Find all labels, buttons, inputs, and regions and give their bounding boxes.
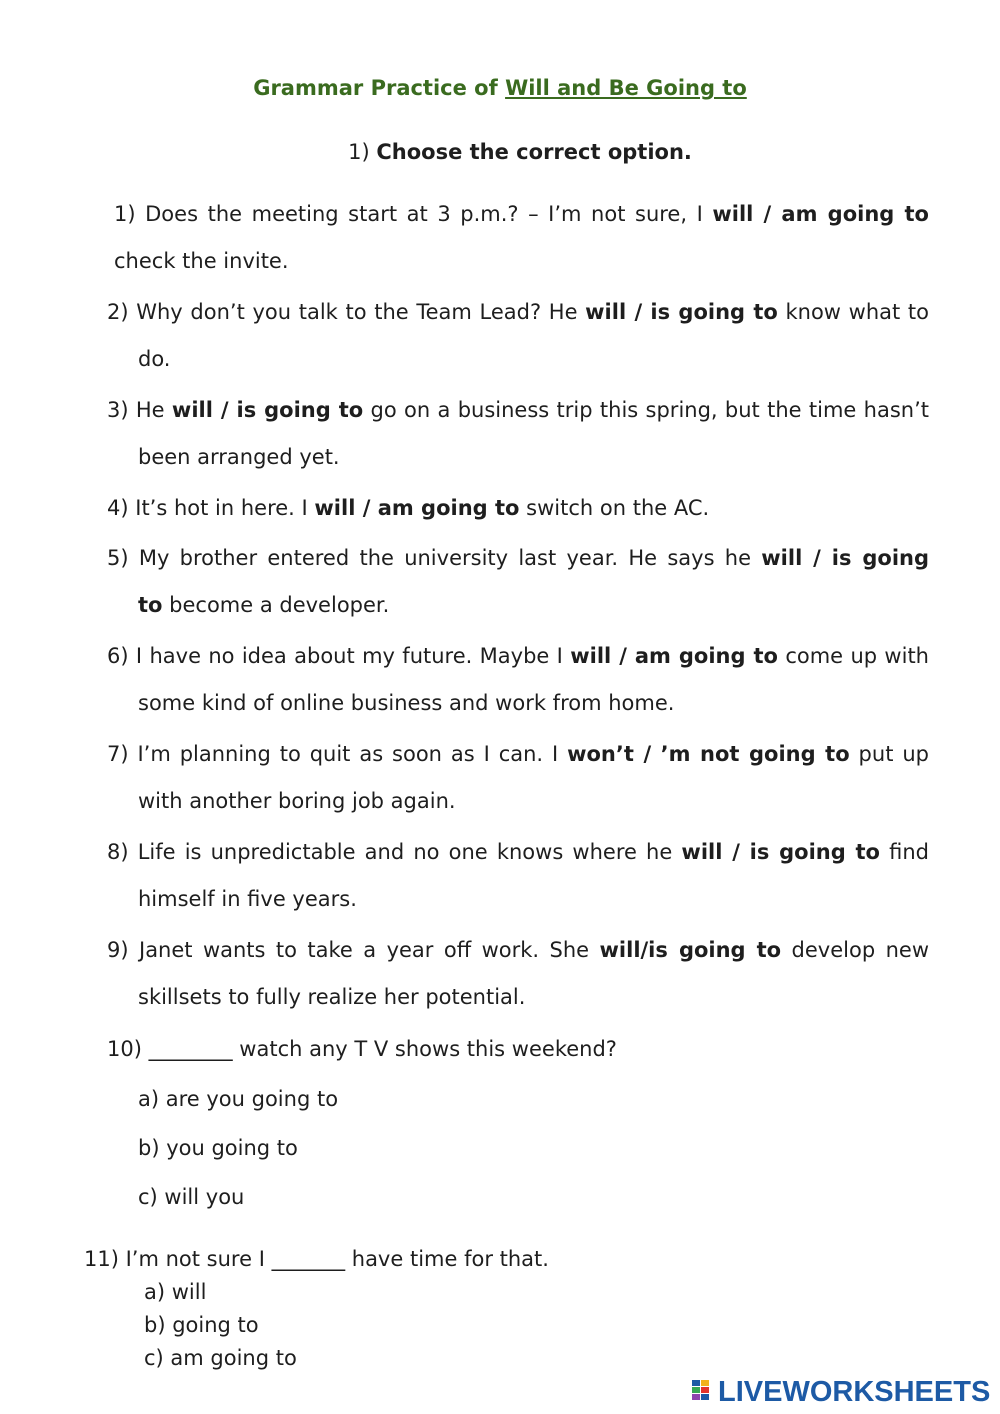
question-number: 9) <box>107 938 129 962</box>
question-10 <box>107 1037 617 1061</box>
q11-option-c[interactable]: c) am going to <box>144 1346 297 1370</box>
page-title <box>0 76 1000 100</box>
answer-choice-continued[interactable]: to <box>138 593 163 617</box>
question-8 <box>107 840 929 911</box>
question-8-line-2: himself in five years. <box>138 887 357 911</box>
question-8-line-1 <box>107 840 929 864</box>
section-number: 1) <box>348 140 370 164</box>
title-underlined: Will and Be Going to <box>505 76 747 100</box>
question-text: have time for that. <box>345 1247 549 1271</box>
answer-choice[interactable]: will / am going to <box>712 202 929 226</box>
question-text: I’m planning to quit as soon as I can. I <box>137 742 568 766</box>
question-number: 4) <box>107 496 129 520</box>
liveworksheets-logo <box>692 1376 990 1409</box>
answer-choice[interactable]: will / is going to <box>171 398 364 422</box>
question-text: My brother entered the university last year. He says he <box>138 546 762 570</box>
question-1-line-1 <box>114 202 929 226</box>
question-11-line <box>84 1247 549 1271</box>
question-text: become a developer. <box>162 593 390 617</box>
question-2-line-2: do. <box>138 347 171 371</box>
question-3 <box>107 398 929 469</box>
answer-blank[interactable]: _______ <box>271 1247 346 1271</box>
question-text: I have no idea about my future. Maybe I <box>135 644 571 668</box>
question-number: 7) <box>107 742 129 766</box>
question-4 <box>107 496 709 520</box>
question-1-line-2: check the invite. <box>114 249 289 273</box>
question-text: Life is unpredictable and no one knows where he <box>137 840 682 864</box>
question-7-line-2: with another boring job again. <box>138 789 456 813</box>
q11-option-a[interactable]: a) will <box>144 1280 207 1304</box>
answer-choice[interactable]: will / is going <box>761 546 930 570</box>
logo-text: LIVEWORKSHEETS <box>718 1376 991 1408</box>
answer-choice[interactable]: will / am going to <box>314 496 520 520</box>
question-10-line <box>107 1037 617 1061</box>
question-5-line-2 <box>138 593 929 617</box>
q11-option-b[interactable]: b) going to <box>144 1313 259 1337</box>
question-text: go on a business trip this spring, but the time hasn’t <box>363 398 929 422</box>
answer-choice[interactable]: won’t / ’m not going to <box>567 742 850 766</box>
question-9-line-2: skillsets to fully realize her potential. <box>138 985 526 1009</box>
answer-choice[interactable]: will / is going to <box>585 300 778 324</box>
q10-option-a[interactable]: a) are you going to <box>138 1087 339 1111</box>
question-1 <box>114 202 929 273</box>
question-2 <box>107 300 929 371</box>
question-text: put up <box>849 742 929 766</box>
question-number: 8) <box>107 840 129 864</box>
question-7 <box>107 742 929 813</box>
question-6-line-1 <box>107 644 929 668</box>
question-9 <box>107 938 929 1009</box>
q10-option-b[interactable]: b) you going to <box>138 1136 298 1160</box>
question-6 <box>107 644 929 715</box>
question-text: find <box>880 840 930 864</box>
question-4-line-1 <box>107 496 709 520</box>
question-number: 6) <box>107 644 129 668</box>
question-text: switch on the AC. <box>519 496 710 520</box>
question-3-line-2: been arranged yet. <box>138 445 340 469</box>
question-number: 5) <box>107 546 129 570</box>
question-number: 10) <box>107 1037 142 1061</box>
section-heading <box>0 140 1000 164</box>
answer-blank[interactable]: ________ <box>148 1037 233 1061</box>
question-2-line-1 <box>107 300 929 324</box>
question-number: 1) <box>114 202 136 226</box>
liveworksheets-logo-icon <box>692 1380 714 1406</box>
question-number: 3) <box>107 398 129 422</box>
title-prefix: Grammar Practice of <box>253 76 506 100</box>
question-text: come up with <box>777 644 929 668</box>
question-text: It’s hot in here. I <box>135 496 315 520</box>
q10-option-c[interactable]: c) will you <box>138 1185 245 1209</box>
question-3-line-1 <box>107 398 929 422</box>
question-number: 2) <box>107 300 129 324</box>
question-5 <box>107 546 929 617</box>
question-text: know what to <box>777 300 929 324</box>
answer-choice[interactable]: will / am going to <box>570 644 778 668</box>
question-text: I’m not sure I <box>125 1247 272 1271</box>
section-instruction: Choose the correct option. <box>376 140 692 164</box>
question-11 <box>84 1247 549 1271</box>
question-text: He <box>135 398 172 422</box>
question-6-line-2: some kind of online business and work from home. <box>138 691 675 715</box>
question-text: Does the meeting start at 3 p.m.? – I’m not sure, I <box>145 202 713 226</box>
question-5-line-1 <box>107 546 929 570</box>
question-7-line-1 <box>107 742 929 766</box>
question-9-line-1 <box>107 938 929 962</box>
question-text: develop new <box>781 938 929 962</box>
question-text: Why don’t you talk to the Team Lead? He <box>136 300 586 324</box>
answer-choice[interactable]: will/is going to <box>599 938 782 962</box>
question-number: 11) <box>84 1247 119 1271</box>
question-text: watch any T V shows this weekend? <box>232 1037 617 1061</box>
question-text: Janet wants to take a year off work. She <box>139 938 600 962</box>
answer-choice[interactable]: will / is going to <box>681 840 880 864</box>
